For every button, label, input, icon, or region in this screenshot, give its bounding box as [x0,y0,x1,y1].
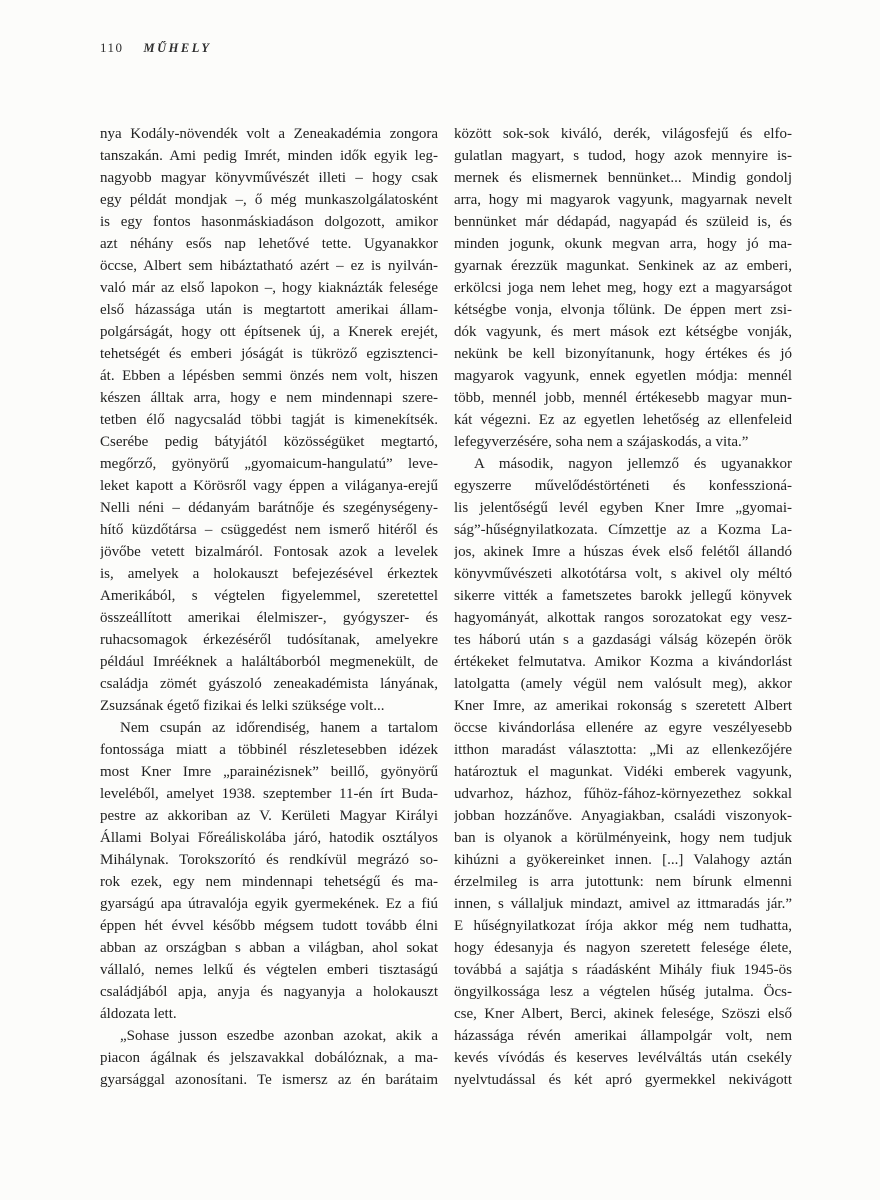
text-line: megőrző, gyönyörű „gyomaicum-hangulatú” leve- [100,456,438,472]
text-line: határoztuk el magunkat. Vidéki emberek vagyunk, [454,764,792,780]
text-line: ság”-hűségnyilatkozata. Címzettje az a Kozma La- [454,522,792,538]
text-line: tehetségét és emberi jóságát is tükröző egzisztenci- [100,346,438,362]
text-line: ruhacsomagok érkezéséről tudósítanak, amelyekre [100,632,438,648]
text-line: áldozata lett. [100,1006,177,1022]
text-line: pestre az akkoriban az V. Kerületi Magyar Királyi [100,808,438,824]
text-line: leket kapott a Körösről vagy éppen a világanya-erejű [100,478,438,494]
text-line: családjából apja, anyja és nagyanyja a holokauszt [100,984,438,1000]
text-line: könyvművészeti alkotótársa volt, s akivel oly méltó [454,566,792,582]
text-line: Zsuzsának égető fizikai és lelki szüksége volt... [100,698,385,714]
text-line: innen, s vállaljuk mindazt, amivel az ittmaradás jár.” [454,896,792,912]
text-line: értékeket felmutatva. Amikor Kozma a kivándorlást [454,654,792,670]
text-line: éppen hét évvel később mégsem tudott tovább élni [100,918,438,934]
text-line: E hűségnyilatkozat írója akkor még nem tudhatta, [454,918,792,934]
text-line: udvarhoz, házhoz, fűhöz-fához-környezethez sokkal [454,786,792,802]
text-block [100,123,792,1091]
text-line: rok ezek, egy nem mindennapi tehetségű és ma- [100,874,438,890]
text-line: között sok-sok kiváló, derék, világosfejű és elfo- [454,126,792,142]
text-line: leveléből, amelyet 1938. szeptember 11-én írt Buda- [100,786,438,802]
text-line: abban az országban s abban a világban, ahol sokat [100,940,438,956]
text-line: A második, nagyon jellemző és ugyanakkor [474,456,792,472]
text-line: nya Kodály-növendék volt a Zeneakadémia zongora [100,126,438,142]
text-line: jos, akinek Imre a húszas évek első felétől állandó [454,544,792,560]
text-line: kevés vívódás és keserves levélváltás után csekély [454,1050,792,1066]
text-line: Amerikából, s végtelen figyelemmel, szeretettel [100,588,438,604]
text-line: nyelvtudással és két apró gyermekkel nekivágott [454,1072,792,1088]
text-line: Állami Bolyai Főreáliskolába járó, hatodik osztályos [100,830,438,846]
text-line: „Sohase jusson eszedbe azonban azokat, akik a [120,1028,438,1044]
text-line: hítő küzdőtársa – csüggedést nem ismerő hitéről és [100,522,438,538]
text-line: gulatlan magyart, s tudod, hogy azok mennyire is- [454,148,792,164]
text-line: hogy édesanyja és nagyon szeretett felesége élete, [454,940,792,956]
text-line: kát végezni. Ez az egyetlen lehetőség az ellenfeleid [454,412,792,428]
text-line: cse, Kner Albert, Berci, akinek felesége, Szöszi első [454,1006,792,1022]
page-number: 110 [100,40,124,55]
text-line: magyarok vagyunk, ennek egyetlen módja: mennél [454,368,792,384]
text-line: kihúzni a gyökereinket innen. [...] Valahogy aztán [454,852,792,868]
text-line: készen álltak arra, hogy e nem mindennapi szere- [100,390,438,406]
text-line: öngyilkossága lesz a végtelen hűség jutalma. Öcs- [454,984,792,1000]
text-line: piacon ágálnak és jelszavakkal dobálóznak, a ma- [100,1050,438,1066]
text-line: polgárságát, hogy ott építsenek új, a Knerek erejét, [100,324,438,340]
text-line: érzelmileg is arra jutottunk: nem bírunk elmenni [454,874,792,890]
text-line: most Kner Imre „parainézisnek” beillő, gyönyörű [100,764,438,780]
text-line: gyarnak érezzük magunkat. Senkinek az az emberi, [454,258,792,274]
text-line: első házassága után is megtartott amerikai állam- [100,302,438,318]
text-line: minden jogunk, okunk megvan arra, hogy jó ma- [454,236,792,252]
text-line: jobban hozzánőve. Anyagiakban, családi viszonyok- [454,808,792,824]
running-header [100,40,212,56]
text-line: Kner Imre, az amerikai rokonság s szeretett Albert [454,698,792,714]
column-left [100,123,438,1091]
text-line: öccse kivándorlása ellenére az egyre veszélyesebb [454,720,792,736]
text-line: dók vagyunk, és mert mások ezt kétségbe vonják, [454,324,792,340]
text-line: több, mennél jobb, mennél értékesebb magyar mun- [454,390,792,406]
text-line: nekünk be kell bizonyítanunk, hogy értékes és jó [454,346,792,362]
text-line: ban is olyanok a körülményeink, hogy nem tudjuk [454,830,792,846]
journal-section-title: MŰHELY [143,41,212,55]
column-right [454,123,792,1091]
text-line: tanszakán. Ami pedig Imrét, minden idők egyik leg- [100,148,438,164]
text-line: is, amelyek a holokauszt befejezésével érkeztek [100,566,438,582]
text-line: öccse, Albert sem hibáztatható azért – ez is nyilván- [100,258,438,274]
text-line: kétségbe vonja, elvonja tőlünk. De éppen mert zsi- [454,302,792,318]
text-line: tetben élő nagycsalád többi tagját is kimenekítsék. [100,412,438,428]
text-line: házassága révén amerikai állampolgár volt, nem [454,1028,792,1044]
text-line: egy példát mondjak –, ő még munkaszolgálatosként [100,192,438,208]
text-line: gyarsággal azonosítani. Te ismersz az én barátaim [100,1072,438,1088]
text-line: hagyományát, alkottak rangos sorozatokat egy vesz- [454,610,792,626]
text-line: azt néhány esős nap lehetővé tette. Ugyanakkor [100,236,438,252]
text-line: vállaló, nemes lelkű és végtelen emberi tisztaságú [100,962,438,978]
text-line: lis jelentőségű levél egyben Kner Imre „gyomai- [454,500,792,516]
text-line: fontossága miatt a többinél részletesebben idézek [100,742,438,758]
text-line: egyszerre művelődéstörténeti és konfesszioná- [454,478,792,494]
text-line: lefegyverzésére, soha nem a szájaskodás, a vita.” [454,434,749,450]
text-line: családja zömét gyászoló zeneakadémista lányának, [100,676,438,692]
text-line: arra, hogy mi magyarok vagyunk, magyarnak nevelt [454,192,792,208]
text-line: jövőbe vetett bizalmáról. Fontosak azok a levelek [100,544,438,560]
text-line: mernek és elismernek bennünket... Mindig gondolj [454,170,792,186]
text-line: latolgatta (amely végül nem valósult meg), akkor [454,676,792,692]
text-line: Nem csupán az időrendiség, hanem a tartalom [120,720,438,736]
text-line: is egy fontos hasonmáskiadáson dolgozott, amikor [100,214,438,230]
text-line: át. Ebben a lépésben semmi önzés nem volt, hiszen [100,368,438,384]
text-line: sikerre vitték a fametszetes barokk jellegű könyvek [454,588,792,604]
text-line: Cserébe pedig bátyjától közösségüket megtartó, [100,434,438,450]
text-line: való már az első lapokon –, hogy kiaknázták felesége [100,280,438,296]
text-line: itthon maradást választotta: „Mi az ellenkezőjére [454,742,792,758]
text-line: nagyobb magyar könyvművészét illeti – hogy csak [100,170,438,186]
text-line: például Imrééknek a haláltáborból megmenekült, de [100,654,438,670]
text-line: gyarságú apa útravalója egyik gyermekének. Ez a fiú [100,896,438,912]
text-line: tes háború után s a gazdasági válság közepén örök [454,632,792,648]
text-line: Nelli néni – dédanyám barátnője és szegénységeny- [100,500,438,516]
text-line: bennünket már dédapád, nagyapád és szüleid is, és [454,214,792,230]
text-line: továbbá a sajátja s ráadásként Mihály fiuk 1945-ös [454,962,792,978]
text-line: erkölcsi joga nem lehet meg, hogy ezt a magyarságot [454,280,792,296]
text-line: Mihálynak. Torokszorító és rendkívül megrázó so- [100,852,438,868]
text-line: összeállított amerikai élelmiszer-, gyógyszer- és [100,610,438,626]
